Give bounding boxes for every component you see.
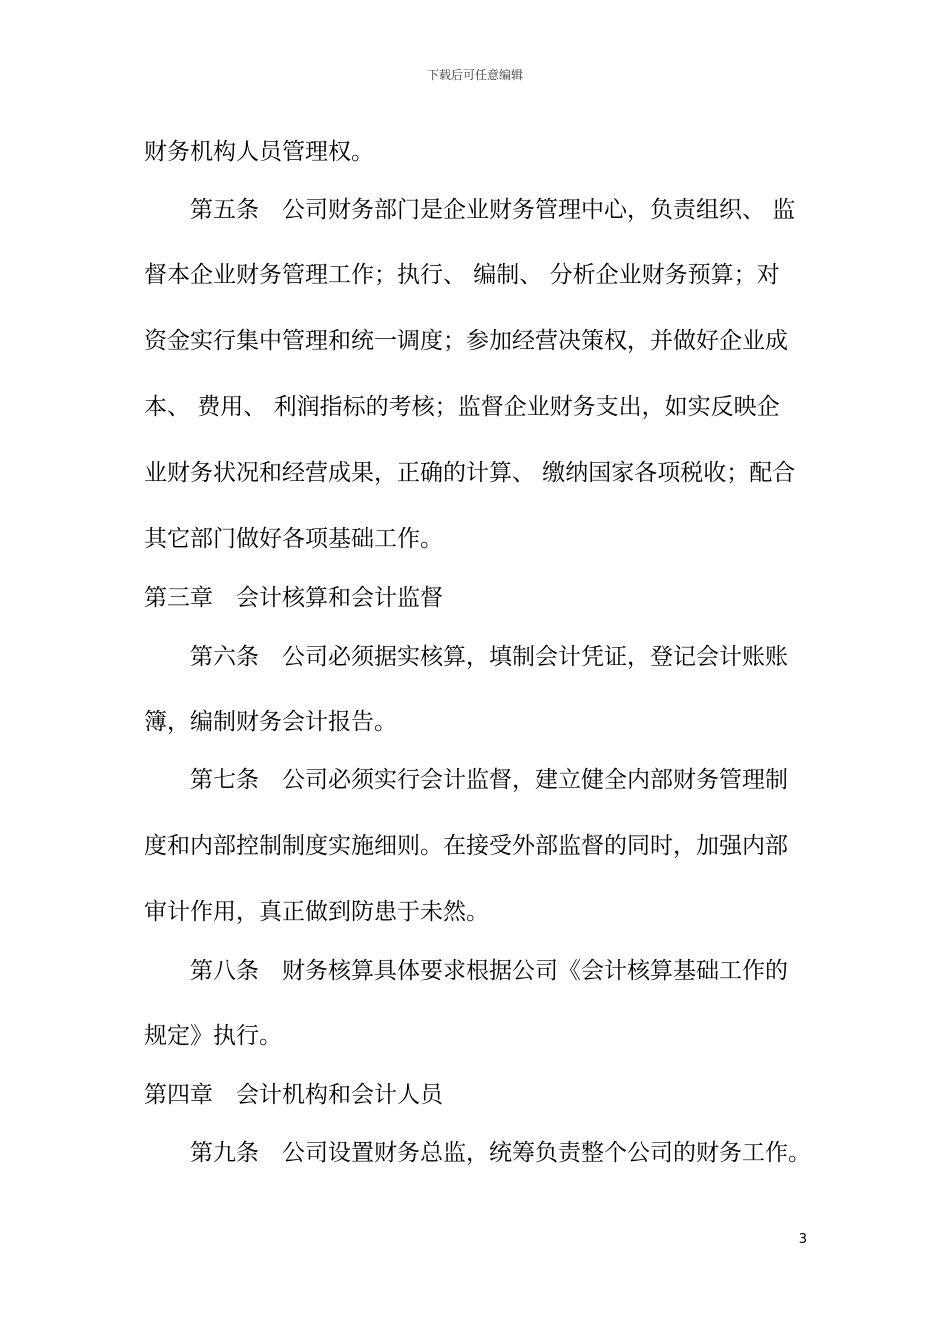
paragraph-line: 审计作用，真正做到防患于未然。 <box>144 899 489 925</box>
paragraph-line: 度和内部控制制度实施细则。在接受外部监督的同时，加强内部 <box>144 833 788 859</box>
chapter-3-heading: 第三章 会计核算和会计监督 <box>144 585 443 611</box>
paragraph-line: 规定》执行。 <box>144 1023 282 1049</box>
paragraph-line: 本、 费用、 利润指标的考核；监督企业财务支出，如实反映企 <box>144 394 780 420</box>
chapter-4-heading: 第四章 会计机构和会计人员 <box>144 1082 443 1108</box>
paragraph-line: 其它部门做好各项基础工作。 <box>144 526 443 552</box>
paragraph-line: 业财务状况和经营成果，正确的计算、 缴纳国家各项税收；配合 <box>144 460 796 486</box>
paragraph-line: 督本企业财务管理工作；执行、 编制、 分析企业财务预算；对 <box>144 262 780 288</box>
article-8-line: 第八条 财务核算具体要求根据公司《会计核算基础工作的 <box>144 958 788 984</box>
paragraph-line: 簿，编制财务会计报告。 <box>144 709 397 735</box>
article-6-line: 第六条 公司必须据实核算，填制会计凭证，登记会计账账 <box>144 644 788 670</box>
article-9-line: 第九条 公司设置财务总监，统筹负责整个公司的财务工作。 <box>144 1140 811 1166</box>
paragraph-line: 资金实行集中管理和统一调度；参加经营决策权，并做好企业成 <box>144 328 788 354</box>
paragraph-line: 财务机构人员管理权。 <box>144 139 374 165</box>
page-header: 下载后可任意编辑 <box>426 68 523 82</box>
article-5-line: 第五条 公司财务部门是企业财务管理中心，负责组织、 监 <box>144 197 796 223</box>
page-number: 3 <box>798 1232 807 1247</box>
article-7-line: 第七条 公司必须实行会计监督，建立健全内部财务管理制 <box>144 767 788 793</box>
